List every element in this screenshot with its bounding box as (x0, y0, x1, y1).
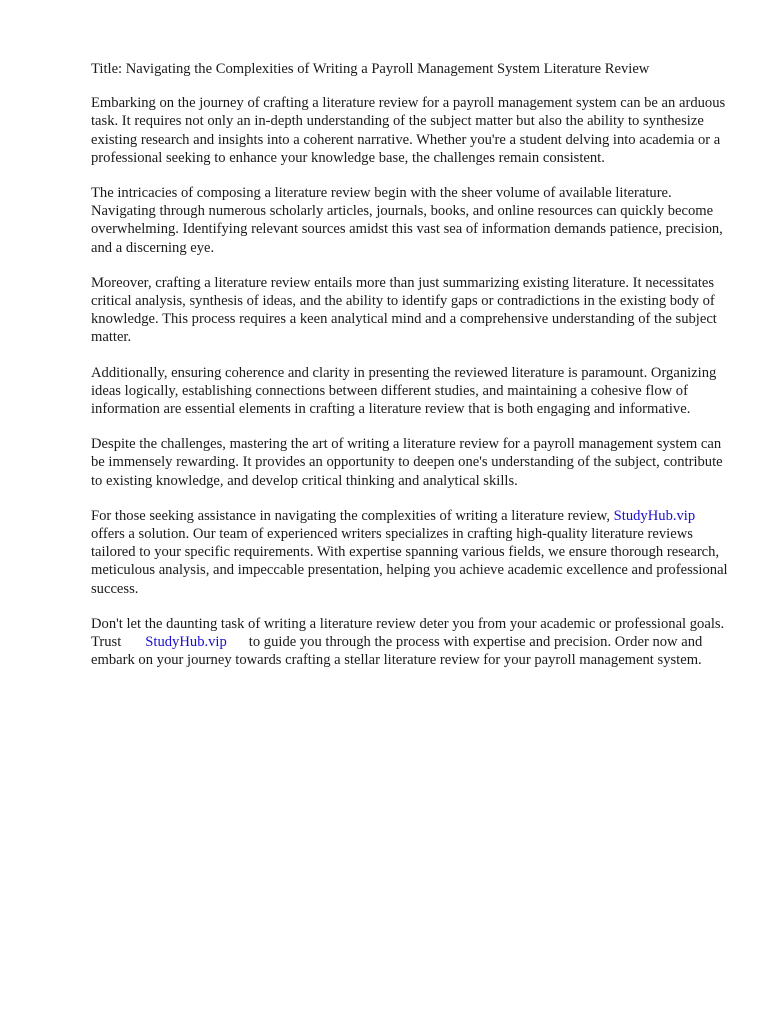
paragraph-despite: Despite the challenges, mastering the art of writing a literature review for a payroll management system can be immensely rewarding. It provides an opportunity to deepen one's understanding of the subject, contribute to existing knowledge, and develop critical thinking and analytical skills. (91, 436, 723, 489)
paragraph-assistance (91, 507, 731, 598)
paragraph-moreover: Moreover, crafting a literature review entails more than just summarizing existing literature. It necessitates critical analysis, synthesis of ideas, and the ability to identify gaps or contradictions in the existing body of knowledge. This process requires a keen analytical mind and a comprehensive understanding of the subject matter. (91, 274, 717, 346)
assistance-rest-text: offers a solution. Our team of experienced writers specializes in crafting high-quality literature reviews tailored to your specific requirements. With expertise spanning various fields, we ensure thorough research, meticulous analysis, and impeccable presentation, helping you achieve academic excellence and professional success. (91, 526, 728, 597)
studyhub-link-closing[interactable]: StudyHub.vip (145, 634, 227, 651)
closing-after-text: to guide you through the process with expertise and precision. Order now and embark on your journey towards crafting a stellar literature review for your payroll management system. (91, 634, 703, 669)
closing-before-text: Don't let the daunting task of writing a literature review deter you from your academic or professional goals. Trust (91, 615, 725, 651)
paragraph-closing (91, 615, 731, 670)
document-title: Title: Navigating the Complexities of Writing a Payroll Management System Literature Review (91, 61, 650, 77)
paragraph-intro: Embarking on the journey of crafting a literature review for a payroll management system can be an arduous task. It requires not only an in-depth understanding of the subject matter but also the ability to synthesize existing research and insights into a coherent narrative. Whether you're a student delving into academia or a professional seeking to enhance your knowledge base, the challenges remain consistent. (91, 95, 726, 166)
paragraph-intricacies: The intricacies of composing a literature review begin with the sheer volume of available literature. Navigating through numerous scholarly articles, journals, books, and online resources can quickly become overwhelming. Identifying relevant sources amidst this vast sea of information demands patience, precision, and a discerning eye. (91, 185, 723, 256)
paragraph-additionally: Additionally, ensuring coherence and clarity in presenting the reviewed literature is paramount. Organizing ideas logically, establishing connections between different studies, and maintaining a cohesive flow of information are essential elements in crafting a literature review that is both engaging and informative. (91, 364, 717, 418)
studyhub-link[interactable]: StudyHub.vip (613, 507, 696, 524)
assistance-intro-text: For those seeking assistance in navigating the complexities of writing a literature review, (91, 507, 611, 524)
document-page (91, 60, 731, 686)
